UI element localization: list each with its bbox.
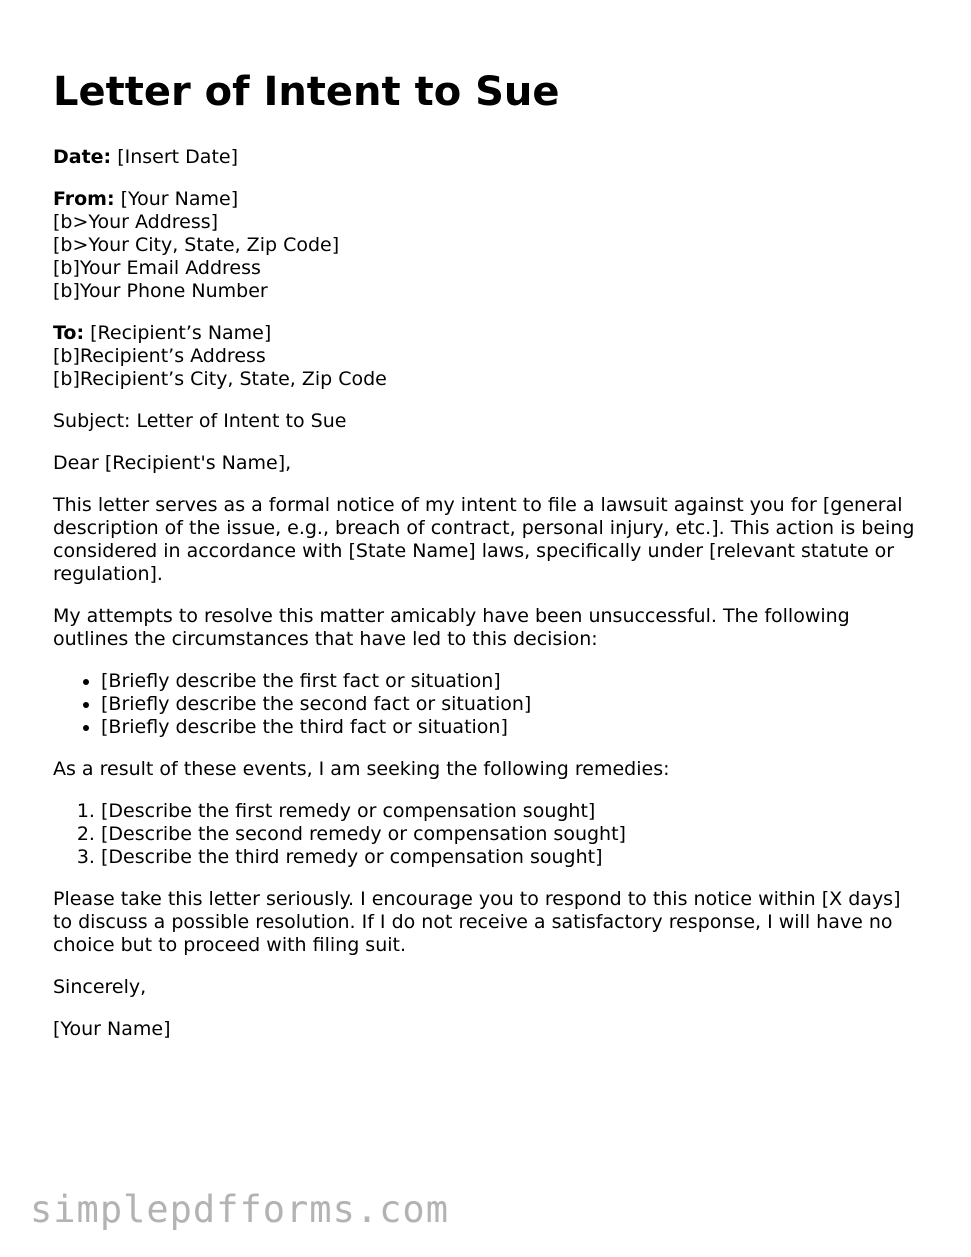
remedies-intro-paragraph: As a result of these events, I am seeking the following remedies: — [53, 758, 670, 780]
signature: [Your Name] — [53, 1018, 171, 1040]
closing: Sincerely, — [53, 976, 147, 998]
salutation: Dear [Recipient's Name], — [53, 452, 292, 474]
from-name: [Your Name] — [120, 188, 239, 210]
from-address: [b>Your Address] — [53, 211, 219, 233]
watermark: simplepdfforms.com — [30, 1188, 449, 1231]
to-city-state-zip: [b]Recipient’s City, State, Zip Code — [53, 368, 387, 390]
letter-page — [53, 60, 923, 1060]
intent-paragraph: This letter serves as a formal notice of my intent to file a lawsuit against you for [general description of the issue, e.g., breach of contract, personal injury, etc.]. This action is being considered in accordance with [State Name] laws, specifically under [relevant statute or regulation]. — [53, 494, 915, 585]
date-value: [Insert Date] — [117, 146, 238, 168]
remedies-list — [53, 800, 923, 869]
from-phone: [b]Your Phone Number — [53, 280, 268, 302]
from-email: [b]Your Email Address — [53, 257, 261, 279]
list-item: 3. [Describe the third remedy or compensation sought] — [101, 846, 923, 869]
page-title: Letter of Intent to Sue — [53, 69, 560, 115]
to-name-line — [53, 322, 923, 345]
from-city-state-zip: [b>Your City, State, Zip Code] — [53, 234, 340, 256]
date-label: Date: — [53, 146, 112, 168]
from-name-line — [53, 188, 923, 211]
list-item: 2. [Describe the second remedy or compensation sought] — [101, 823, 923, 846]
from-label: From: — [53, 188, 115, 210]
to-label: To: — [53, 322, 85, 344]
date-line — [53, 146, 923, 169]
list-item: • [Briefly describe the second fact or situation] — [101, 693, 923, 716]
list-item: • [Briefly describe the first fact or situation] — [101, 670, 923, 693]
list-item: • [Briefly describe the third fact or situation] — [101, 716, 923, 739]
to-block — [53, 322, 923, 391]
to-name: [Recipient’s Name] — [90, 322, 272, 344]
facts-list — [53, 670, 923, 739]
response-request-paragraph: Please take this letter seriously. I encourage you to respond to this notice within [X days] to discuss a possible resolution. If I do not receive a satisfactory response, I will have no choice but to proceed with filing suit. — [53, 888, 901, 956]
list-item: 1. [Describe the first remedy or compensation sought] — [101, 800, 923, 823]
subject-line: Subject: Letter of Intent to Sue — [53, 410, 347, 432]
to-address: [b]Recipient’s Address — [53, 345, 266, 367]
circumstances-paragraph: My attempts to resolve this matter amicably have been unsuccessful. The following outlines the circumstances that have led to this decision: — [53, 605, 850, 650]
from-block — [53, 188, 923, 303]
